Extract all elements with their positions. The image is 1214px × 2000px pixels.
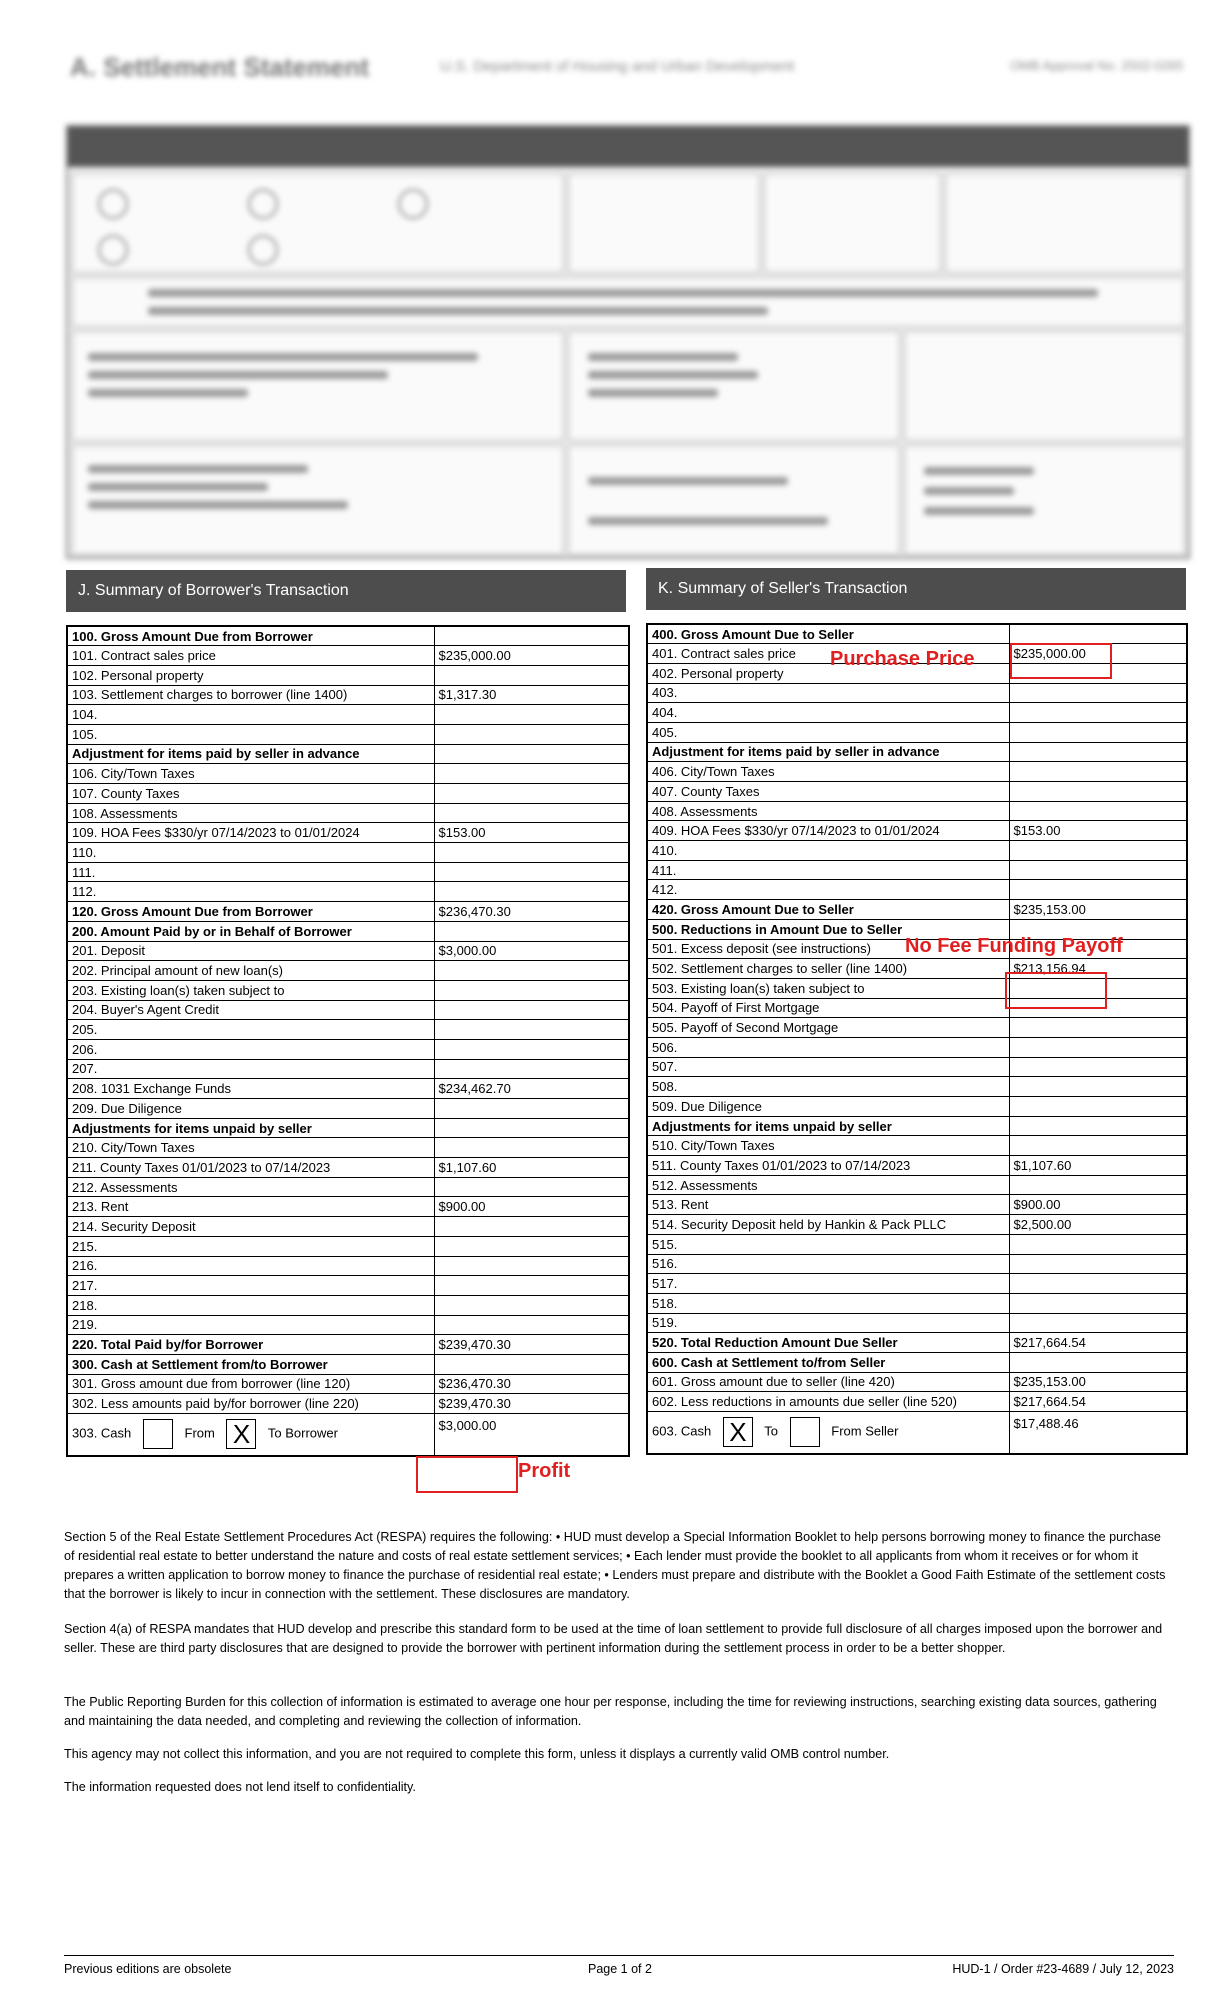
borrower-line-amount: [434, 1354, 629, 1374]
seller-table-row: [647, 1116, 1187, 1136]
profit-annotation: Profit: [518, 1460, 571, 1482]
to-label: To: [764, 1423, 779, 1439]
borrower-line-description: 215.: [67, 1236, 434, 1256]
from-label: From: [184, 1425, 215, 1441]
borrower-table-row: [67, 1217, 629, 1237]
borrower-table-row: [67, 1394, 629, 1414]
borrower-line-amount: $236,470.30: [434, 1374, 629, 1394]
borrower-table-row: [67, 980, 629, 1000]
seller-line-amount: $2,500.00: [1009, 1215, 1187, 1235]
borrower-line-description: 104.: [67, 705, 434, 725]
payoff-highlight-box: [1005, 972, 1107, 1009]
seller-line-amount: $900.00: [1009, 1195, 1187, 1215]
seller-line-description: 407. County Taxes: [647, 782, 1009, 802]
borrower-line-description: 200. Amount Paid by or in Behalf of Borrower: [67, 921, 434, 941]
seller-table-row: [647, 1136, 1187, 1156]
borrower-line-amount: [434, 1059, 629, 1079]
seller-line-amount: [1009, 1175, 1187, 1195]
seller-line-amount: $235,153.00: [1009, 900, 1187, 920]
borrower-line-description: 217.: [67, 1276, 434, 1296]
seller-line-description: 515.: [647, 1234, 1009, 1254]
borrower-line-description: 218.: [67, 1295, 434, 1315]
borrower-line-amount: [434, 1118, 629, 1138]
to-checkbox[interactable]: X: [723, 1417, 753, 1447]
borrower-line-description: Adjustment for items paid by seller in advance: [67, 744, 434, 764]
seller-line-description: 509. Due Diligence: [647, 1097, 1009, 1117]
seller-table-row: [647, 742, 1187, 762]
seller-line-amount: [1009, 683, 1187, 703]
seller-line-amount: [1009, 1274, 1187, 1294]
borrower-line-description: 214. Security Deposit: [67, 1217, 434, 1237]
borrower-line-description: 105.: [67, 724, 434, 744]
seller-line-amount: $217,664.54: [1009, 1333, 1187, 1353]
seller-table-row: [647, 860, 1187, 880]
borrower-line-amount: $3,000.00: [434, 941, 629, 961]
seller-line-description: 408. Assessments: [647, 801, 1009, 821]
footer-page-number: Page 1 of 2: [588, 1962, 652, 1976]
seller-line-amount: [1009, 841, 1187, 861]
seller-table-row: [647, 1156, 1187, 1176]
seller-summary-table: [646, 623, 1188, 1455]
borrower-line-amount: [434, 665, 629, 685]
borrower-line-amount: [434, 724, 629, 744]
borrower-line-description: 203. Existing loan(s) taken subject to: [67, 980, 434, 1000]
seller-line-description: 410.: [647, 841, 1009, 861]
seller-line-amount: [1009, 801, 1187, 821]
payoff-annotation: No Fee Funding Payoff: [905, 935, 1123, 957]
borrower-table-row: [67, 803, 629, 823]
borrower-line-description: 112.: [67, 882, 434, 902]
borrower-table-row: [67, 1138, 629, 1158]
borrower-table-row: [67, 626, 629, 646]
seller-line-amount: [1009, 1313, 1187, 1333]
borrower-table-row: [67, 646, 629, 666]
seller-line-description: 517.: [647, 1274, 1009, 1294]
seller-table-row: [647, 683, 1187, 703]
seller-line-description: Adjustment for items paid by seller in advance: [647, 742, 1009, 762]
seller-line-amount: [1009, 703, 1187, 723]
borrower-table-row: [67, 784, 629, 804]
seller-line-description: 511. County Taxes 01/01/2023 to 07/14/2023: [647, 1156, 1009, 1176]
seller-line-description: 601. Gross amount due to seller (line 420): [647, 1372, 1009, 1392]
seller-table-row: [647, 900, 1187, 920]
seller-line-description: 602. Less reductions in amounts due seller (line 520): [647, 1392, 1009, 1412]
omb-number: OMB Approval No. 2502-0265: [1010, 58, 1184, 73]
borrower-line-amount: $1,317.30: [434, 685, 629, 705]
borrower-line-amount: [434, 1177, 629, 1197]
seller-line-description: 508.: [647, 1077, 1009, 1097]
seller-line-description: 400. Gross Amount Due to Seller: [647, 624, 1009, 644]
seller-line-description: 516.: [647, 1254, 1009, 1274]
borrower-table-row: [67, 1039, 629, 1059]
seller-line-amount: $235,000.00: [1009, 644, 1187, 664]
seller-table-row: [647, 821, 1187, 841]
seller-section-heading: K. Summary of Seller's Transaction: [646, 568, 1186, 610]
borrower-line-amount: [434, 784, 629, 804]
seller-line-amount: [1009, 1136, 1187, 1156]
seller-line-amount: [1009, 782, 1187, 802]
borrower-table-row: [67, 1256, 629, 1276]
borrower-section-heading: J. Summary of Borrower's Transaction: [66, 570, 626, 612]
borrower-table-row: [67, 1354, 629, 1374]
borrower-line-amount: [434, 764, 629, 784]
borrower-line-amount: [434, 980, 629, 1000]
seller-table-row: [647, 1313, 1187, 1333]
borrower-line-amount: $234,462.70: [434, 1079, 629, 1099]
borrower-line-amount: [434, 882, 629, 902]
borrower-line-description: 120. Gross Amount Due from Borrower: [67, 902, 434, 922]
borrower-cash-desc: [67, 1414, 434, 1456]
seller-line-description: 519.: [647, 1313, 1009, 1333]
seller-line-description: 412.: [647, 880, 1009, 900]
borrower-line-description: 216.: [67, 1256, 434, 1276]
borrower-table-row: [67, 665, 629, 685]
borrower-table-row: [67, 1099, 629, 1119]
seller-line-description: Adjustments for items unpaid by seller: [647, 1116, 1009, 1136]
seller-line-description: 514. Security Deposit held by Hankin & Pack PLLC: [647, 1215, 1009, 1235]
seller-line-amount: $235,153.00: [1009, 1372, 1187, 1392]
borrower-table-row: [67, 1177, 629, 1197]
borrower-line-amount: [434, 1276, 629, 1296]
redacted-loan-info-box: [66, 125, 1190, 559]
seller-line-description: 520. Total Reduction Amount Due Seller: [647, 1333, 1009, 1353]
borrower-table-row: [67, 1079, 629, 1099]
seller-line-description: 500. Reductions in Amount Due to Seller: [647, 919, 1009, 939]
seller-table-row: [647, 1215, 1187, 1235]
seller-table-row: [647, 703, 1187, 723]
omb-notice-paragraph: This agency may not collect this information, and you are not required to complete this form, unless it displays a currently valid OMB control number.: [64, 1747, 890, 1761]
footer-order-info: HUD-1 / Order #23-4689 / July 12, 2023: [952, 1962, 1174, 1976]
seller-line-description: 405.: [647, 722, 1009, 742]
seller-line-amount: [1009, 1234, 1187, 1254]
borrower-line-description: 206.: [67, 1039, 434, 1059]
seller-table-row: [647, 1274, 1187, 1294]
seller-table-row: [647, 1392, 1187, 1412]
borrower-table-row: [67, 1295, 629, 1315]
borrower-table-row: [67, 685, 629, 705]
borrower-table-row: [67, 862, 629, 882]
borrower-line-amount: [434, 705, 629, 725]
seller-table-row: [647, 1037, 1187, 1057]
seller-cash-amount: $17,488.46: [1009, 1412, 1187, 1454]
borrower-table-row: [67, 1158, 629, 1178]
borrower-table-row: [67, 724, 629, 744]
borrower-line-amount: [434, 921, 629, 941]
borrower-table-row: [67, 823, 629, 843]
seller-line-description: 505. Payoff of Second Mortgage: [647, 1018, 1009, 1038]
seller-table-row: [647, 1175, 1187, 1195]
borrower-table-row: [67, 764, 629, 784]
footer-rule: [64, 1955, 1174, 1956]
borrower-line-description: 204. Buyer's Agent Credit: [67, 1000, 434, 1020]
borrower-line-amount: [434, 1315, 629, 1335]
seller-cash-label: 603. Cash: [652, 1423, 712, 1439]
seller-line-description: 503. Existing loan(s) taken subject to: [647, 978, 1009, 998]
confidentiality-paragraph: The information requested does not lend itself to confidentiality.: [64, 1780, 416, 1794]
to-borrower-label: To Borrower: [267, 1425, 338, 1441]
seller-table-row: [647, 1254, 1187, 1274]
borrower-line-amount: [434, 1000, 629, 1020]
seller-line-amount: [1009, 1116, 1187, 1136]
seller-table-row: [647, 801, 1187, 821]
seller-line-amount: [1009, 1018, 1187, 1038]
seller-line-description: 507.: [647, 1057, 1009, 1077]
from-checkbox[interactable]: [143, 1419, 173, 1449]
borrower-table-row: [67, 1276, 629, 1296]
seller-line-description: 600. Cash at Settlement to/from Seller: [647, 1352, 1009, 1372]
borrower-table-row: [67, 1059, 629, 1079]
borrower-line-description: 205.: [67, 1020, 434, 1040]
borrower-line-description: 301. Gross amount due from borrower (line 120): [67, 1374, 434, 1394]
borrower-line-amount: [434, 1138, 629, 1158]
borrower-line-amount: $235,000.00: [434, 646, 629, 666]
seller-line-amount: [1009, 860, 1187, 880]
seller-line-amount: [1009, 880, 1187, 900]
borrower-line-description: 220. Total Paid by/for Borrower: [67, 1335, 434, 1355]
seller-table-row: [647, 762, 1187, 782]
seller-line-description: 501. Excess deposit (see instructions): [647, 939, 1009, 959]
seller-cash-desc: [647, 1412, 1009, 1454]
from-seller-label: From Seller: [831, 1423, 899, 1439]
borrower-line-amount: [434, 803, 629, 823]
borrower-line-description: 100. Gross Amount Due from Borrower: [67, 626, 434, 646]
borrower-line-amount: [434, 862, 629, 882]
profit-highlight-box: [416, 1456, 518, 1493]
borrower-table-row: [67, 941, 629, 961]
borrower-table-row: [67, 705, 629, 725]
purchase-price-annotation: Purchase Price: [830, 648, 975, 670]
borrower-line-description: 111.: [67, 862, 434, 882]
seller-table-row: [647, 1097, 1187, 1117]
borrower-table-row: [67, 902, 629, 922]
borrower-line-amount: $239,470.30: [434, 1394, 629, 1414]
seller-line-description: 512. Assessments: [647, 1175, 1009, 1195]
seller-line-description: 420. Gross Amount Due to Seller: [647, 900, 1009, 920]
seller-line-amount: $213,156.94: [1009, 959, 1187, 979]
borrower-table-row: [67, 744, 629, 764]
seller-table-row: [647, 1372, 1187, 1392]
borrower-line-amount: [434, 1039, 629, 1059]
seller-table-row: [647, 1333, 1187, 1353]
borrower-line-amount: [434, 1099, 629, 1119]
borrower-table-row: [67, 843, 629, 863]
borrower-line-description: 300. Cash at Settlement from/to Borrower: [67, 1354, 434, 1374]
borrower-line-amount: $900.00: [434, 1197, 629, 1217]
seller-cash-row: [647, 1412, 1187, 1454]
borrower-line-amount: [434, 1295, 629, 1315]
borrower-line-amount: $236,470.30: [434, 902, 629, 922]
borrower-table-row: [67, 1236, 629, 1256]
borrower-line-description: 211. County Taxes 01/01/2023 to 07/14/2023: [67, 1158, 434, 1178]
borrower-line-description: 201. Deposit: [67, 941, 434, 961]
borrower-line-description: 202. Principal amount of new loan(s): [67, 961, 434, 981]
borrower-cash-row: [67, 1414, 629, 1456]
borrower-table-row: [67, 961, 629, 981]
borrower-table-row: [67, 1335, 629, 1355]
borrower-line-description: 219.: [67, 1315, 434, 1335]
borrower-table-row: [67, 1374, 629, 1394]
seller-line-amount: $153.00: [1009, 821, 1187, 841]
borrower-table-row: [67, 1118, 629, 1138]
borrower-line-amount: [434, 744, 629, 764]
seller-line-amount: [1009, 1037, 1187, 1057]
borrower-line-description: 102. Personal property: [67, 665, 434, 685]
seller-line-description: 502. Settlement charges to seller (line 1400): [647, 959, 1009, 979]
borrower-line-amount: [434, 1256, 629, 1276]
from-seller-checkbox[interactable]: [790, 1417, 820, 1447]
seller-line-description: 504. Payoff of First Mortgage: [647, 998, 1009, 1018]
borrower-line-description: 107. County Taxes: [67, 784, 434, 804]
borrower-line-description: 210. City/Town Taxes: [67, 1138, 434, 1158]
seller-line-description: 513. Rent: [647, 1195, 1009, 1215]
seller-table-row: [647, 841, 1187, 861]
borrower-table-row: [67, 1020, 629, 1040]
borrower-table-row: [67, 1000, 629, 1020]
seller-line-description: 506.: [647, 1037, 1009, 1057]
seller-table-row: [647, 1352, 1187, 1372]
borrower-line-description: 101. Contract sales price: [67, 646, 434, 666]
seller-table-row: [647, 782, 1187, 802]
borrower-line-description: 208. 1031 Exchange Funds: [67, 1079, 434, 1099]
respa-section4a-paragraph: Section 4(a) of RESPA mandates that HUD develop and prescribe this standard form to be used at the time of loan settlement to provide full disclosure of all charges imposed upon the borrower and seller. These are third party disclosures that are designed to provide the borrower with pertinent information during the settlement process in order to be a better shopper.: [64, 1622, 1163, 1655]
seller-table-row: [647, 1018, 1187, 1038]
borrower-line-description: 110.: [67, 843, 434, 863]
seller-table-row: [647, 1293, 1187, 1313]
seller-table-row: [647, 880, 1187, 900]
seller-table-row: [647, 722, 1187, 742]
to-borrower-checkbox[interactable]: X: [226, 1419, 256, 1449]
seller-line-description: 403.: [647, 683, 1009, 703]
seller-line-amount: $1,107.60: [1009, 1156, 1187, 1176]
borrower-line-amount: [434, 843, 629, 863]
seller-line-amount: [1009, 1293, 1187, 1313]
seller-table-row: [647, 1077, 1187, 1097]
borrower-line-amount: [434, 626, 629, 646]
seller-line-amount: [1009, 1057, 1187, 1077]
borrower-line-description: 108. Assessments: [67, 803, 434, 823]
reporting-burden-paragraph: The Public Reporting Burden for this collection of information is estimated to average one hour per response, including the time for reviewing instructions, searching existing data sources, gathering and maintaining the data needed, and completing and reviewing the collection of information.: [64, 1695, 1157, 1728]
seller-line-amount: [1009, 762, 1187, 782]
borrower-line-amount: [434, 1217, 629, 1237]
borrower-table-row: [67, 1197, 629, 1217]
borrower-summary-table: [66, 625, 630, 1457]
purchase-price-highlight-box: [1010, 643, 1112, 679]
borrower-table-row: [67, 1315, 629, 1335]
borrower-line-amount: $239,470.30: [434, 1335, 629, 1355]
seller-line-amount: [1009, 1077, 1187, 1097]
seller-line-amount: [1009, 624, 1187, 644]
borrower-cash-amount: $3,000.00: [434, 1414, 629, 1456]
seller-line-description: 401. Contract sales price: [647, 644, 1009, 664]
seller-line-amount: [1009, 742, 1187, 762]
form-title: A. Settlement Statement: [70, 52, 370, 82]
borrower-table-row: [67, 921, 629, 941]
seller-line-amount: $217,664.54: [1009, 1392, 1187, 1412]
seller-line-description: 409. HOA Fees $330/yr 07/14/2023 to 01/01/2024: [647, 821, 1009, 841]
borrower-table-row: [67, 882, 629, 902]
agency-name: U.S. Department of Housing and Urban Development: [440, 58, 795, 75]
borrower-line-description: 209. Due Diligence: [67, 1099, 434, 1119]
borrower-cash-label: 303. Cash: [72, 1425, 132, 1441]
seller-line-amount: [1009, 1254, 1187, 1274]
seller-table-row: [647, 1057, 1187, 1077]
respa-section5-paragraph: Section 5 of the Real Estate Settlement Procedures Act (RESPA) requires the following: • HUD must develop a Special Information Booklet to help persons borrowing money to finance the purchase of residential real estate to better understand the nature and costs of real estate settlement services; • Each lender must provide the booklet to all applicants from whom it receives or for whom it prepares a written application to borrow money to finance the purchase of residential real estate; • Lenders must prepare and distribute with the Booklet a Good Faith Estimate of the settlement costs that the borrower is likely to incur in connection with the settlement. These disclosures are mandatory.: [64, 1530, 1166, 1601]
seller-line-description: 411.: [647, 860, 1009, 880]
borrower-line-description: Adjustments for items unpaid by seller: [67, 1118, 434, 1138]
borrower-line-description: 109. HOA Fees $330/yr 07/14/2023 to 01/01/2024: [67, 823, 434, 843]
seller-line-description: 510. City/Town Taxes: [647, 1136, 1009, 1156]
seller-line-amount: [1009, 1097, 1187, 1117]
borrower-line-description: 103. Settlement charges to borrower (line 1400): [67, 685, 434, 705]
borrower-line-amount: $153.00: [434, 823, 629, 843]
borrower-line-description: 207.: [67, 1059, 434, 1079]
borrower-line-amount: [434, 961, 629, 981]
seller-line-description: 404.: [647, 703, 1009, 723]
borrower-line-description: 302. Less amounts paid by/for borrower (line 220): [67, 1394, 434, 1414]
borrower-line-description: 212. Assessments: [67, 1177, 434, 1197]
borrower-line-amount: [434, 1020, 629, 1040]
seller-line-amount: [1009, 1352, 1187, 1372]
seller-table-row: [647, 1195, 1187, 1215]
seller-table-row: [647, 1234, 1187, 1254]
borrower-line-amount: $1,107.60: [434, 1158, 629, 1178]
seller-line-description: 406. City/Town Taxes: [647, 762, 1009, 782]
borrower-line-description: 106. City/Town Taxes: [67, 764, 434, 784]
seller-table-row: [647, 624, 1187, 644]
footer-left: Previous editions are obsolete: [64, 1962, 232, 1976]
seller-line-amount: [1009, 722, 1187, 742]
seller-line-description: 518.: [647, 1293, 1009, 1313]
borrower-line-amount: [434, 1236, 629, 1256]
seller-line-description: 402. Personal property: [647, 663, 1009, 683]
borrower-line-description: 213. Rent: [67, 1197, 434, 1217]
